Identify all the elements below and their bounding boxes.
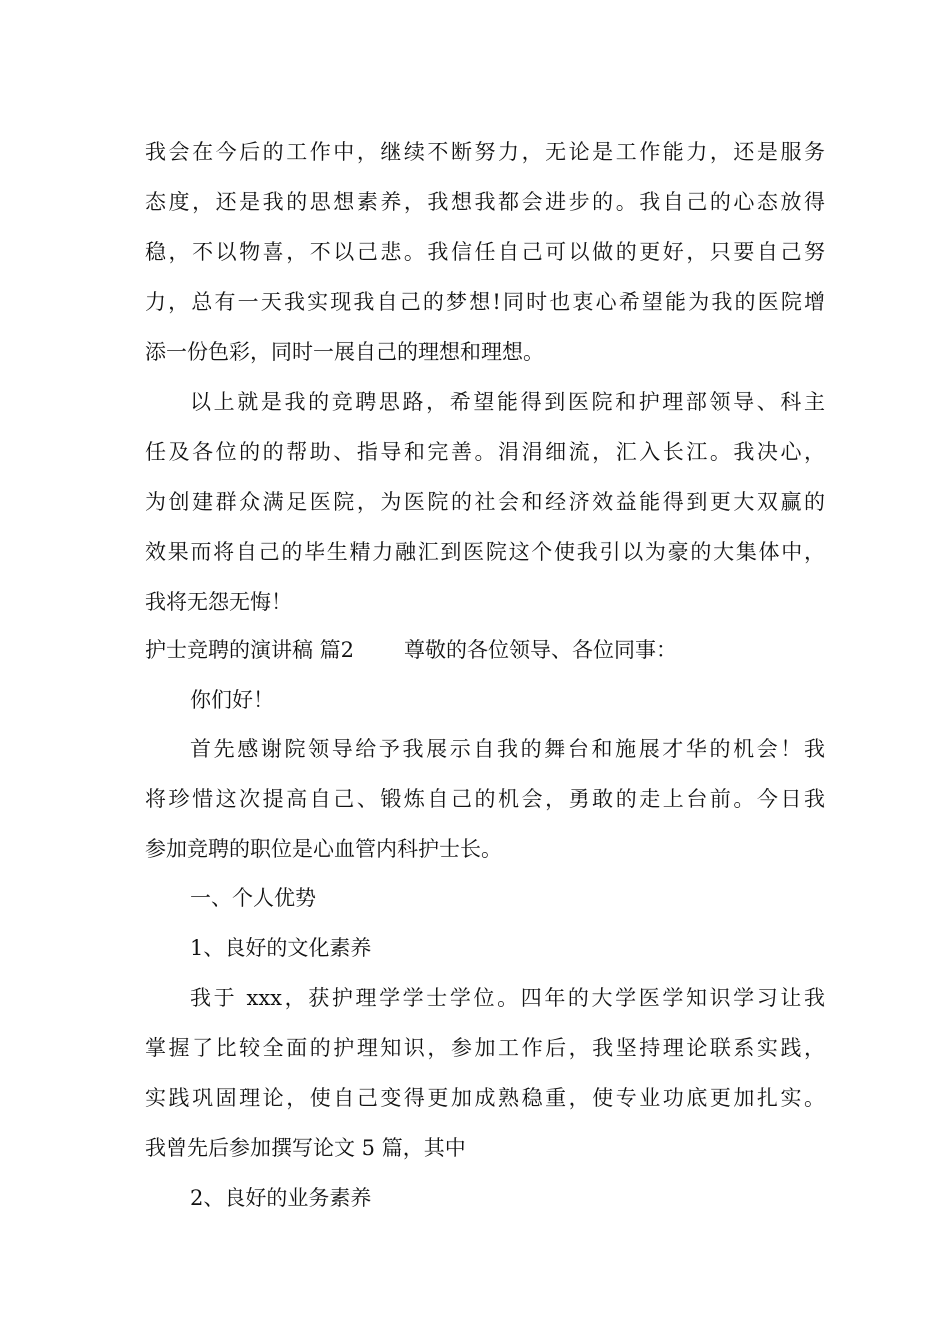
paragraph-2-line-1: 以上就是我的竞聘思路，希望能得到医院和护理部领导、科主	[190, 390, 825, 414]
paragraph-1-line-2: 态度，还是我的思想素养，我想我都会进步的。我自己的心态放得	[145, 190, 825, 214]
paragraph-4-line-1: 我于 xxx，获护理学学士学位。四年的大学医学知识学习让我	[190, 986, 825, 1010]
subheading-professional-quality: 2、良好的业务素养	[190, 1186, 372, 1210]
paragraph-3-line-2: 将珍惜这次提高自己、锻炼自己的机会，勇敢的走上台前。今日我	[145, 787, 825, 811]
subheading-cultural-quality: 1、良好的文化素养	[190, 936, 372, 960]
paragraph-1-line-4: 力，总有一天我实现我自己的梦想!同时也衷心希望能为我的医院增	[145, 290, 825, 314]
section-heading	[145, 630, 845, 670]
paragraph-2-line-4: 效果而将自己的毕生精力融汇到医院这个使我引以为豪的大集体中，	[145, 540, 825, 564]
greeting: 你们好！	[190, 688, 274, 712]
paragraph-2-line-3: 为创建群众满足医院，为医院的社会和经济效益能得到更大双赢的	[145, 490, 825, 514]
paragraph-3-line-1: 首先感谢院领导给予我展示自我的舞台和施展才华的机会！我	[190, 737, 825, 761]
paragraph-1-line-1: 我会在今后的工作中，继续不断努力，无论是工作能力，还是服务	[145, 140, 825, 164]
paragraph-2-line-5: 我将无怨无悔！	[145, 590, 292, 614]
paragraph-1-line-3: 稳，不以物喜，不以己悲。我信任自己可以做的更好，只要自己努	[145, 240, 825, 264]
paragraph-4-line-3: 实践巩固理论，使自己变得更加成熟稳重，使专业功底更加扎实。	[145, 1086, 825, 1110]
section-title: 护士竞聘的演讲稿 篇2	[145, 638, 355, 662]
paragraph-3-line-3: 参加竞聘的职位是心血管内科护士长。	[145, 837, 502, 861]
heading-personal-advantages: 一、个人优势	[190, 886, 316, 910]
salutation: 尊敬的各位领导、各位同事：	[404, 638, 678, 662]
paragraph-4-line-4: 我曾先后参加撰写论文 5 篇，其中	[145, 1136, 466, 1160]
paragraph-2-line-2: 任及各位的的帮助、指导和完善。涓涓细流，汇入长江。我决心，	[145, 440, 825, 464]
paragraph-4-line-2: 掌握了比较全面的护理知识，参加工作后，我坚持理论联系实践，	[145, 1036, 825, 1060]
paragraph-1-line-5: 添一份色彩，同时一展自己的理想和理想。	[145, 340, 544, 364]
